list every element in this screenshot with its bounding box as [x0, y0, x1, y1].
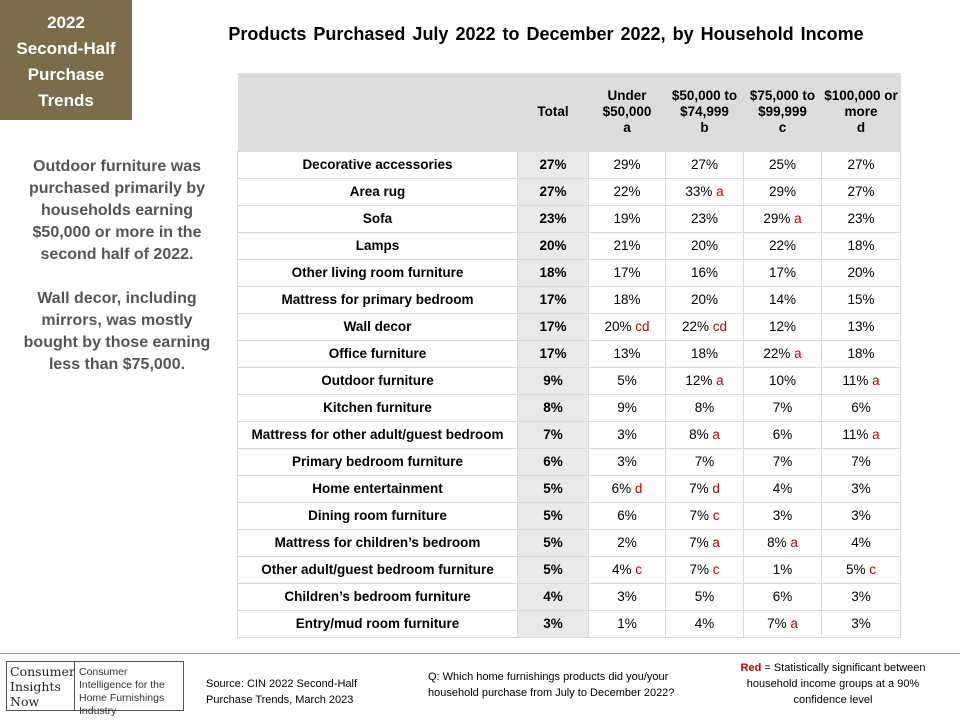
income-cell-c — [744, 502, 822, 529]
income-cell-d — [822, 178, 901, 205]
income-cell-b — [666, 556, 744, 583]
cell-value: 20% — [847, 265, 875, 280]
table-row — [238, 232, 901, 259]
page-title: Products Purchased July 2022 to December 2022, by Household Income — [228, 24, 864, 44]
income-cell-c — [744, 610, 822, 637]
product-label: Home entertainment — [238, 475, 518, 502]
total-cell: 17% — [518, 286, 589, 313]
cell-value: 4% — [694, 616, 715, 631]
significance-marker: a — [794, 211, 802, 226]
cell-value: 7% — [689, 508, 709, 523]
header-letter: b — [700, 119, 709, 135]
significance-marker: c — [869, 562, 877, 577]
cell-value: 7% — [694, 454, 715, 469]
income-cell-b — [666, 610, 744, 637]
income-cell-d — [822, 259, 901, 286]
cell-value: 6% — [772, 589, 793, 604]
product-label: Decorative accessories — [238, 151, 518, 178]
income-cell-c — [744, 529, 822, 556]
cell-value: 22% — [763, 346, 791, 361]
header-letter: a — [623, 119, 631, 135]
income-cell-c — [744, 367, 822, 394]
product-label: Mattress for children’s bedroom — [238, 529, 518, 556]
cell-value: 2% — [617, 535, 637, 550]
legend-text: = Statistically significant between household income groups at a 90% confidence level — [746, 662, 926, 706]
income-cell-d — [822, 286, 901, 313]
income-cell-b — [666, 529, 744, 556]
significance-marker: a — [712, 427, 720, 442]
total-cell: 6% — [518, 448, 589, 475]
income-cell-b — [666, 475, 744, 502]
cell-value: 3% — [851, 508, 871, 523]
product-label: Area rug — [238, 178, 518, 205]
table-row — [238, 367, 901, 394]
income-cell-c — [744, 205, 822, 232]
significance-marker: a — [790, 535, 798, 550]
income-cell-b — [666, 394, 744, 421]
income-cell-a — [589, 475, 666, 502]
product-label: Outdoor furniture — [238, 367, 518, 394]
product-label: Mattress for primary bedroom — [238, 286, 518, 313]
table-row — [238, 340, 901, 367]
income-cell-a — [589, 556, 666, 583]
product-label: Other adult/guest bedroom furniture — [238, 556, 518, 583]
income-cell-d — [822, 151, 901, 178]
income-cell-c — [744, 340, 822, 367]
cell-value: 3% — [851, 616, 871, 631]
cell-value: 27% — [847, 157, 875, 172]
income-cell-d — [822, 205, 901, 232]
header-label: $50,000 to $74,999 — [671, 87, 738, 119]
cell-value: 4% — [772, 481, 793, 496]
significance-marker: a — [790, 616, 798, 631]
significance-marker: a — [716, 184, 724, 199]
header-letter: c — [778, 119, 787, 135]
finding-outdoor-furniture: Outdoor furniture was purchased primarily by households earning $50,000 or more in the second half of 2022. — [28, 158, 206, 263]
total-cell: 7% — [518, 421, 589, 448]
footer-divider — [0, 653, 960, 654]
cell-value: 7% — [772, 454, 793, 469]
income-cell-c — [744, 286, 822, 313]
cell-value: 23% — [690, 211, 719, 226]
cell-value: 25% — [768, 157, 797, 172]
cell-value: 27% — [690, 157, 719, 172]
table-row — [238, 178, 901, 205]
cell-value: 17% — [613, 265, 641, 280]
cell-value: 12% — [768, 319, 797, 334]
income-cell-b — [666, 502, 744, 529]
header-total: Total — [537, 103, 569, 119]
cell-value: 3% — [617, 427, 637, 442]
total-cell: 17% — [518, 340, 589, 367]
income-cell-b — [666, 313, 744, 340]
table-row — [238, 205, 901, 232]
cell-value: 20% — [690, 238, 719, 253]
total-cell: 23% — [518, 205, 589, 232]
income-cell-d — [822, 529, 901, 556]
income-cell-b — [666, 286, 744, 313]
total-cell: 18% — [518, 259, 589, 286]
header-product — [238, 73, 518, 151]
cell-value: 3% — [772, 508, 793, 523]
income-cell-a — [589, 151, 666, 178]
cell-value: 21% — [613, 238, 641, 253]
income-cell-c — [744, 178, 822, 205]
cell-value: 7% — [851, 454, 871, 469]
income-cell-b — [666, 421, 744, 448]
cell-value: 3% — [851, 589, 871, 604]
cell-value: 7% — [767, 616, 787, 631]
income-cell-d — [822, 421, 901, 448]
income-cell-b — [666, 205, 744, 232]
table-row — [238, 556, 901, 583]
product-label: Wall decor — [238, 313, 518, 340]
total-cell: 5% — [518, 475, 589, 502]
table-row — [238, 610, 901, 637]
income-cell-d — [822, 232, 901, 259]
income-cell-b — [666, 367, 744, 394]
cell-value: 11% — [842, 373, 869, 388]
key-findings — [14, 156, 220, 398]
product-label: Dining room furniture — [238, 502, 518, 529]
income-cell-c — [744, 313, 822, 340]
income-cell-a — [589, 529, 666, 556]
table-row — [238, 259, 901, 286]
cell-value: 9% — [617, 400, 637, 415]
income-cell-d — [822, 502, 901, 529]
income-cell-d — [822, 340, 901, 367]
income-cell-c — [744, 475, 822, 502]
income-cell-a — [589, 448, 666, 475]
purchase-table — [237, 73, 901, 638]
income-cell-c — [744, 448, 822, 475]
income-cell-d — [822, 583, 901, 610]
cell-value: 18% — [613, 292, 641, 307]
cell-value: 29% — [613, 157, 641, 172]
product-label: Primary bedroom furniture — [238, 448, 518, 475]
significance-marker: a — [716, 373, 724, 388]
income-cell-a — [589, 259, 666, 286]
cell-value: 1% — [772, 562, 793, 577]
header-75k-100k — [744, 73, 822, 151]
cell-value: 8% — [767, 535, 787, 550]
significance-marker: a — [872, 427, 880, 442]
cell-value: 29% — [763, 211, 791, 226]
finding-wall-decor: Wall decor, including mirrors, was mostly bought by those earning less than $75,000. — [23, 290, 211, 373]
income-cell-a — [589, 502, 666, 529]
significance-marker: d — [634, 481, 643, 496]
income-cell-a — [589, 205, 666, 232]
income-cell-c — [744, 421, 822, 448]
total-cell: 27% — [518, 151, 589, 178]
cell-value: 15% — [847, 292, 875, 307]
cell-value: 7% — [689, 562, 709, 577]
badge-line: 2022 — [47, 13, 85, 32]
header-under-50k — [589, 73, 666, 151]
header-label: Under $50,000 — [602, 87, 652, 119]
cell-value: 3% — [851, 481, 871, 496]
income-cell-a — [589, 178, 666, 205]
total-cell: 17% — [518, 313, 589, 340]
cell-value: 6% — [611, 481, 632, 496]
survey-question: Q: Which home furnishings products did you/your household purchase from July to December 2022? — [428, 671, 675, 699]
cell-value: 17% — [768, 265, 797, 280]
cell-value: 18% — [847, 238, 875, 253]
cell-value: 27% — [847, 184, 875, 199]
cell-value: 13% — [847, 319, 875, 334]
cell-value: 13% — [613, 346, 641, 361]
significance-marker: cd — [712, 319, 728, 334]
cell-value: 1% — [617, 616, 637, 631]
total-cell: 5% — [518, 529, 589, 556]
header-letter: d — [856, 119, 866, 135]
income-cell-a — [589, 394, 666, 421]
cell-value: 22% — [681, 319, 709, 334]
header-label: $75,000 to $99,999 — [749, 87, 816, 119]
cell-value: 22% — [768, 238, 797, 253]
table-row — [238, 448, 901, 475]
source-note: Source: CIN 2022 Second-Half Purchase Trends, March 2023 — [206, 678, 358, 706]
cell-value: 11% — [842, 427, 869, 442]
cell-value: 33% — [685, 184, 713, 199]
income-cell-a — [589, 286, 666, 313]
report-badge — [0, 0, 132, 120]
cell-value: 6% — [772, 427, 793, 442]
table-row — [238, 583, 901, 610]
income-cell-b — [666, 340, 744, 367]
income-cell-a — [589, 313, 666, 340]
cell-value: 5% — [845, 562, 866, 577]
product-label: Entry/mud room furniture — [238, 610, 518, 637]
total-cell: 27% — [518, 178, 589, 205]
table-row — [238, 475, 901, 502]
income-cell-a — [589, 583, 666, 610]
significance-marker: c — [712, 508, 720, 523]
income-cell-b — [666, 583, 744, 610]
header-100k-plus — [822, 73, 901, 151]
table-row — [238, 286, 901, 313]
total-cell: 8% — [518, 394, 589, 421]
product-label: Mattress for other adult/guest bedroom — [238, 421, 518, 448]
cell-value: 7% — [689, 481, 709, 496]
income-cell-b — [666, 259, 744, 286]
cell-value: 10% — [768, 373, 797, 388]
header-label: $100,000 or more — [824, 87, 898, 119]
income-cell-a — [589, 340, 666, 367]
total-cell: 4% — [518, 583, 589, 610]
income-cell-a — [589, 421, 666, 448]
badge-line: Second-Half — [16, 39, 116, 58]
header-50k-75k — [666, 73, 744, 151]
cell-value: 7% — [772, 400, 793, 415]
income-cell-d — [822, 448, 901, 475]
total-cell: 5% — [518, 556, 589, 583]
income-cell-a — [589, 232, 666, 259]
cell-value: 3% — [617, 454, 637, 469]
cell-value: 12% — [685, 373, 713, 388]
income-cell-b — [666, 448, 744, 475]
cell-value: 5% — [617, 373, 637, 388]
cell-value: 8% — [689, 427, 709, 442]
significance-marker: a — [794, 346, 802, 361]
table-header-row — [238, 73, 901, 151]
cell-value: 6% — [617, 508, 637, 523]
cell-value: 4% — [851, 535, 871, 550]
income-cell-d — [822, 313, 901, 340]
cell-value: 6% — [851, 400, 871, 415]
total-cell: 20% — [518, 232, 589, 259]
legend-red-label: Red — [740, 662, 762, 674]
cell-value: 19% — [613, 211, 641, 226]
income-cell-b — [666, 151, 744, 178]
table-row — [238, 421, 901, 448]
income-cell-d — [822, 610, 901, 637]
cell-value: 8% — [694, 400, 715, 415]
cell-value: 4% — [611, 562, 632, 577]
badge-line: Purchase — [27, 65, 105, 84]
product-label: Lamps — [238, 232, 518, 259]
cell-value: 7% — [689, 535, 709, 550]
significance-marker: c — [635, 562, 643, 577]
table-row — [238, 502, 901, 529]
product-label: Children’s bedroom furniture — [238, 583, 518, 610]
income-cell-d — [822, 394, 901, 421]
income-cell-b — [666, 232, 744, 259]
table-row — [238, 313, 901, 340]
cell-value: 5% — [694, 589, 715, 604]
table-row — [238, 529, 901, 556]
product-label: Office furniture — [238, 340, 518, 367]
income-cell-c — [744, 556, 822, 583]
badge-line: Trends — [38, 91, 94, 110]
cell-value: 18% — [847, 346, 875, 361]
cell-value: 18% — [690, 346, 719, 361]
cell-value: 14% — [768, 292, 797, 307]
product-label: Sofa — [238, 205, 518, 232]
income-cell-c — [744, 151, 822, 178]
significance-legend — [740, 660, 926, 708]
income-cell-d — [822, 556, 901, 583]
cell-value: 20% — [604, 319, 632, 334]
company-logo — [6, 661, 184, 717]
cell-value: 29% — [768, 184, 797, 199]
income-cell-b — [666, 178, 744, 205]
income-cell-d — [822, 475, 901, 502]
cell-value: 16% — [690, 265, 719, 280]
cell-value: 23% — [847, 211, 875, 226]
income-cell-a — [589, 367, 666, 394]
income-cell-c — [744, 232, 822, 259]
significance-marker: a — [872, 373, 880, 388]
product-label: Kitchen furniture — [238, 394, 518, 421]
total-cell: 5% — [518, 502, 589, 529]
logo-wordmark: Consumer Insights Now — [7, 662, 75, 710]
cell-value: 3% — [617, 589, 637, 604]
significance-marker: a — [712, 535, 720, 550]
cell-value: 22% — [613, 184, 641, 199]
significance-marker: c — [712, 562, 720, 577]
total-cell: 9% — [518, 367, 589, 394]
significance-marker: cd — [635, 319, 650, 334]
table-row — [238, 151, 901, 178]
product-label: Other living room furniture — [238, 259, 518, 286]
table-body — [238, 151, 901, 637]
income-cell-c — [744, 394, 822, 421]
cell-value: 20% — [690, 292, 719, 307]
table-row — [238, 394, 901, 421]
income-cell-c — [744, 583, 822, 610]
income-cell-a — [589, 610, 666, 637]
logo-tagline: Consumer Intelligence for the Home Furnishings Industry — [79, 666, 165, 717]
total-cell: 3% — [518, 610, 589, 637]
income-cell-d — [822, 367, 901, 394]
significance-marker: d — [712, 481, 720, 496]
income-cell-c — [744, 259, 822, 286]
